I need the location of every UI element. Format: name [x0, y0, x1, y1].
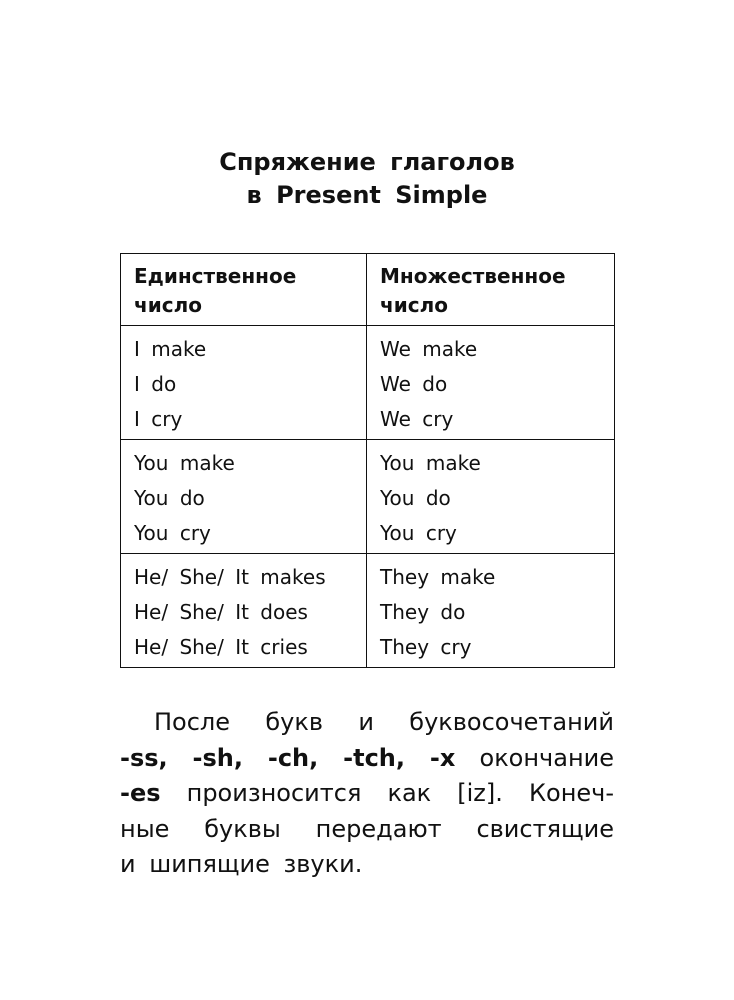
table-cell-line: He/ She/ It makes	[134, 565, 326, 589]
title-line-1: Спряжение глаголов	[219, 148, 515, 176]
header-plural-line-2: число	[380, 293, 448, 317]
paragraph-line: и шипящие звуки.	[120, 850, 363, 878]
page-title	[0, 146, 734, 212]
table-cell-line: You make	[380, 451, 481, 475]
header-singular	[121, 254, 367, 326]
table-cell-line: We cry	[380, 407, 454, 431]
table-row	[121, 554, 615, 668]
plural-cell	[367, 326, 615, 440]
paragraph-line	[120, 776, 614, 812]
singular-cell	[121, 554, 367, 668]
conjugation-table	[120, 253, 615, 668]
plural-cell	[367, 440, 615, 554]
ending-es: -es	[120, 779, 161, 807]
table-cell-line: You do	[380, 486, 451, 510]
header-singular-line-2: число	[134, 293, 202, 317]
header-plural	[367, 254, 615, 326]
title-line-2: в Present Simple	[246, 181, 488, 209]
paragraph-text: окончание	[455, 743, 614, 772]
singular-cell	[121, 326, 367, 440]
table-cell-line: I do	[134, 372, 177, 396]
table-header-row	[121, 254, 615, 326]
table-cell-line: He/ She/ It does	[134, 600, 308, 624]
table-cell-line: They make	[380, 565, 496, 589]
table-cell-line: We do	[380, 372, 448, 396]
table-row	[121, 326, 615, 440]
paragraph-line: После букв и буквосочетаний	[154, 708, 614, 736]
header-singular-line-1: Единственное	[134, 264, 297, 288]
rule-paragraph	[120, 705, 614, 883]
table-cell-line: You do	[134, 486, 205, 510]
table-cell-line: They do	[380, 600, 466, 624]
table-cell-line: You cry	[134, 521, 211, 545]
table-cell-line: We make	[380, 337, 478, 361]
table-row	[121, 440, 615, 554]
table-cell-line: I make	[134, 337, 207, 361]
ending-letters: -ss, -sh, -ch, -tch, -x	[120, 743, 456, 772]
paragraph-text: произносится как [iz]. Конеч-	[160, 779, 614, 807]
table-cell-line: You cry	[380, 521, 457, 545]
plural-cell	[367, 554, 615, 668]
table-cell-line: He/ She/ It cries	[134, 635, 308, 659]
table-cell-line: You make	[134, 451, 235, 475]
singular-cell	[121, 440, 367, 554]
table-cell-line: They cry	[380, 635, 472, 659]
paragraph-line: ные буквы передают свистящие	[120, 814, 614, 843]
paragraph-line	[120, 741, 614, 777]
table-cell-line: I cry	[134, 407, 183, 431]
header-plural-line-1: Множественное	[380, 264, 566, 288]
